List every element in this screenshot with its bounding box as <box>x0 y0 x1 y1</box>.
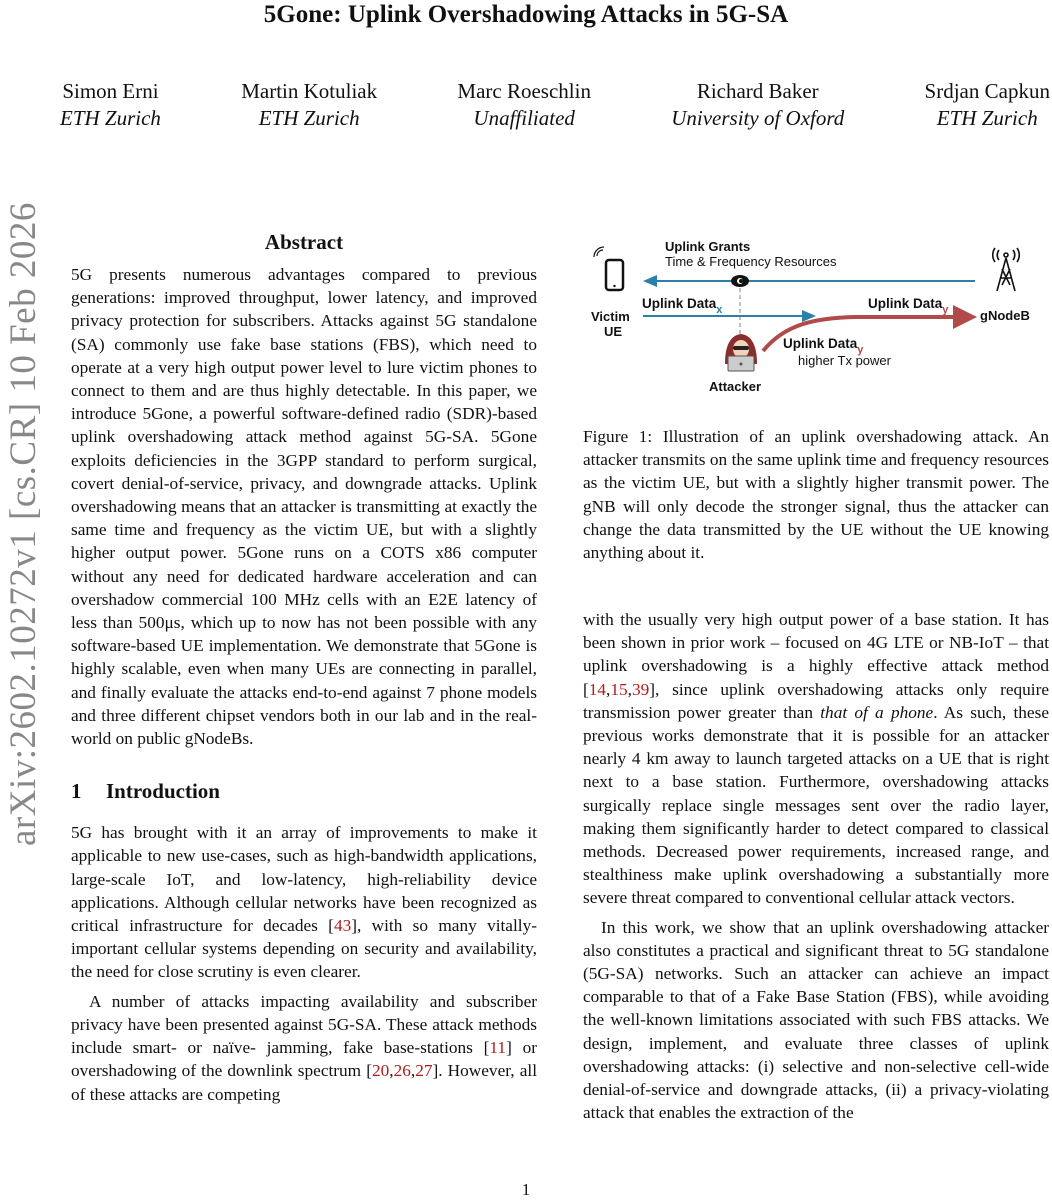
intro-paragraph-2: A number of attacks impacting availability and subscriber privacy have been presented against 5G-SA. These attack methods include smart- or naïve- jamming, fake base-stations [11] or overshadowing of the downlink spectrum [20,26,27]. However, all of these attacks are competing <box>71 991 537 1104</box>
abstract-text: 5G presents numerous advantages compared to previous generations: improved throughput, lower latency, and improved privacy protection for subscribers. Attacks against 5G standalone (SA) commonly use fake base stations (FBS), which need to operate at a very high output power level to lure victim phones to connect to them and are thus highly detectable. In this paper, we introduce 5Gone, a powerful software-defined radio (SDR)-based uplink overshadowing attack method against 5G-SA. 5Gone exploits deficiencies in the 3GPP standard to perform surgical, covert denial-of-service, privacy, and downgrade attacks. Uplink overshadowing means that an attacker is transmitting at exactly the same time and frequency as the victim UE, but with a slightly higher output power. 5Gone runs on a COTS x86 computer without any need for dedicated hardware acceleration and can overshadow commercial 100 MHz cells with an E2E latency of less than 500μs, which up to now has not been possible with any software-based UE implementation. We demonstrate that 5Gone is highly scalable, even when many UEs are connecting in parallel, and finally evaluate the attacks end-to-end against 7 phone models and three different chipset vendors both in our lab and in the real-world on public gNodeBs. <box>71 265 537 749</box>
author-list <box>60 78 1050 132</box>
attacker-data-label: Uplink Data <box>783 336 858 351</box>
section-heading-introduction <box>71 778 537 804</box>
citation-link[interactable]: 20 <box>371 1061 390 1081</box>
attacker-power-label: higher Tx power <box>798 353 891 368</box>
data-y-subscript: y <box>942 304 949 316</box>
author <box>671 78 844 132</box>
intro-paragraph-continued: with the usually very high output power of a base station. It has been shown in prior work – focused on 4G LTE or NB-IoT – that uplink overshadowing is a highly effective attack method [14,15,39], since uplink overshadowing attacks only require transmission power greater than that of a phone. As such, these previous works demonstrate that it is possible for an attacker nearly 4 km away to launch targeted attacks on a UE that is right next to a base station. Furthermore, overshadowing attacks surgically replace single messages sent over the radio layer, making them significantly harder to detect compared to classical methods. Decreased power requirements, increased range, and stealthiness make uplink overshadowing a substantially more severe threat compared to conventional cellular attack vectors. <box>583 610 1049 908</box>
svg-text:Uplink Datay <box>868 296 949 316</box>
hooded-attacker-icon <box>725 334 757 371</box>
text-run: A number of attacks impacting availability and subscriber privacy have been presented against 5G-SA. These attack methods include smart- or naïve- jamming, fake base-stations [ <box>71 991 537 1058</box>
author-affiliation: University of Oxford <box>671 106 845 130</box>
author <box>60 78 161 132</box>
author-affiliation: ETH Zurich <box>936 106 1038 130</box>
text-run: with the usually very high output power of a base station. It has been shown in prior work – focused on 4G LTE or NB-IoT – that uplink overshadowing is a highly effective attack method [ <box>583 610 1049 699</box>
text-run: ], since uplink overshadowing attacks only require transmission power greater than <box>583 679 1049 722</box>
grants-sublabel: Time & Frequency Resources <box>665 254 837 269</box>
author-affiliation: ETH Zurich <box>60 106 161 130</box>
citation-link[interactable]: 11 <box>489 1038 507 1058</box>
text-run: ]. However, all of these attacks are competing <box>71 1061 537 1104</box>
author-name: Richard Baker <box>696 79 819 103</box>
abstract-heading: Abstract <box>264 230 344 254</box>
text-run: ] or overshadowing of the downlink spectrum [ <box>71 1038 537 1081</box>
author-affiliation: Unaffiliated <box>473 106 575 130</box>
gnodeb-label: gNodeB <box>980 308 1030 323</box>
data-x-label: Uplink Data <box>642 296 717 311</box>
author-name: Marc Roeschlin <box>457 79 591 103</box>
phone-icon <box>594 247 623 290</box>
section-title: Introduction <box>106 779 220 804</box>
attacker-data-subscript: y <box>857 344 864 356</box>
citation-link[interactable]: 26 <box>393 1061 411 1081</box>
citation-link[interactable]: 39 <box>631 679 650 699</box>
arxiv-stamp: arXiv:2602.10272v1 [cs.CR] 10 Feb 2026 <box>3 202 44 846</box>
citation-link[interactable]: 43 <box>333 916 352 936</box>
section-number: 1 <box>71 779 82 804</box>
data-y-label: Uplink Data <box>868 296 943 311</box>
eye-icon <box>731 275 749 287</box>
overshadowing-diagram <box>585 236 1050 396</box>
page-number: 1 <box>521 1180 531 1199</box>
author <box>457 78 591 132</box>
text-run: 5G has brought with it an array of improvements to make it applicable to new use-cases, such as high-bandwidth applications, large-scale IoT, and low-latency, high-reliability device applications. Although cellular networks have been recognized as critical infrastructure for decades [ <box>71 823 537 936</box>
citation-link[interactable]: 14 <box>588 679 607 699</box>
left-column <box>71 228 537 1106</box>
intro-paragraph-4: In this work, we show that an uplink overshadowing attacker also constitutes a practical and significant threat to 5G standalone (5G-SA) networks. Such an attacker can achieve an impact comparable to that of a Fake Base Station (FBS), while avoiding the well-known limitations associated with such FBS attacks. We design, implement, and evaluate three classes of uplink overshadowing attacks: (i) selective and non-selective cell-wide denial-of-service and downgrade attacks, (ii) a privacy-violating attack that enables the extraction of the <box>583 917 1049 1123</box>
author-name: Srdjan Capkun <box>924 79 1050 103</box>
author <box>925 78 1050 132</box>
author <box>241 78 377 132</box>
grants-label: Uplink Grants <box>665 239 751 254</box>
figure-1-caption: Figure 1: Illustration of an uplink overshadowing attack. An attacker transmits on the same uplink time and frequency resources as the victim UE, but with a slightly higher transmit power. The gNB will only decode the stronger signal, thus the attacker can change the data transmitted by the UE without the UE knowing anything about it. <box>583 427 1049 563</box>
author-name: Simon Erni <box>62 79 159 103</box>
citation-link[interactable]: 27 <box>415 1061 433 1081</box>
attacker-label: Attacker <box>709 379 762 394</box>
intro-paragraph-1 <box>71 821 537 983</box>
paper-title: 5Gone: Uplink Overshadowing Attacks in 5G-SA <box>263 1 789 28</box>
text-run: . As such, these previous works demonstrate that it is possible for an attacker nearly 4 km away to launch targeted attacks on a UE that is right next to a base station. Furthermore, overshadowing attacks surgically replace single messages sent over the radio layer, making them significantly harder to detect compared to classical methods. Decreased power requirements, increased range, and stealthiness make uplink overshadowing a substantially more severe threat compared to conventional cellular attack vectors. <box>583 702 1049 908</box>
text-run: ], with so many vitally-important cellular systems depending on security and availability, the need for close scrutiny is even clearer. <box>71 916 537 982</box>
cell-tower-icon <box>993 248 1020 291</box>
victim-ue-label: UE <box>604 324 623 339</box>
author-affiliation: ETH Zurich <box>258 106 360 130</box>
victim-label: Victim <box>591 309 630 324</box>
data-x-subscript: x <box>716 304 723 316</box>
author-name: Martin Kotuliak <box>241 79 378 103</box>
right-column <box>583 608 1049 1124</box>
svg-text:Uplink Datax <box>642 296 723 316</box>
citation-link[interactable]: 15 <box>610 679 628 699</box>
figure-1-diagram <box>585 236 1050 396</box>
emphasis-text: that of a phone <box>820 702 934 722</box>
